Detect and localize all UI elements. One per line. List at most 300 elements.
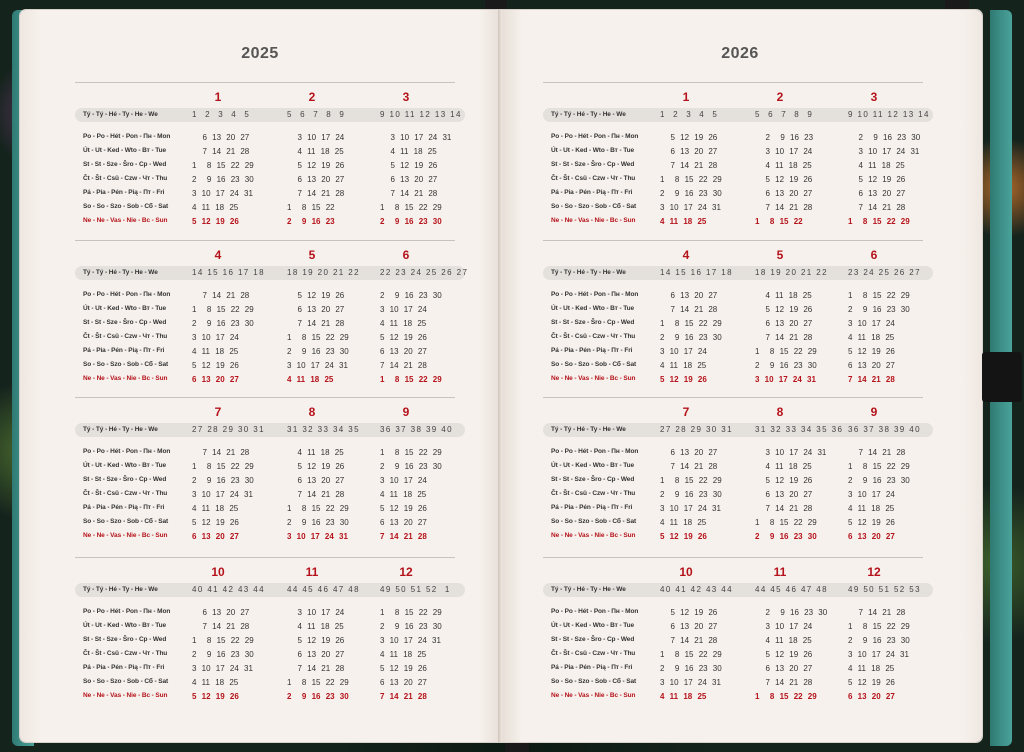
month-day-numbers: 3 10 17 24 31 [380, 636, 441, 645]
month-day-numbers: 2 9 16 23 30 [380, 217, 442, 226]
day-row [543, 663, 933, 676]
month-day-numbers: 3 10 17 24 31 [192, 664, 253, 673]
day-row [543, 374, 933, 387]
month-day-numbers: 6 13 20 27 [380, 175, 438, 184]
month-day-numbers: 7 14 21 28 [755, 504, 813, 513]
week-numbers: 18 19 20 21 22 [755, 268, 828, 277]
day-row [75, 160, 465, 173]
day-row [75, 649, 465, 662]
month-day-numbers: 1 8 15 22 29 [380, 203, 442, 212]
day-row [543, 503, 933, 516]
day-label: Čt - Št - Csü - Czw - Чт - Thu [83, 175, 168, 182]
day-row [543, 188, 933, 201]
quarter-divider [75, 397, 455, 398]
month-day-numbers: 4 11 18 25 [848, 664, 895, 673]
day-label: Pá - Pia - Pén - Pią - Пт - Fri [551, 189, 633, 196]
week-numbers: 31 32 33 34 35 [287, 425, 360, 434]
month-day-numbers: 7 14 21 28 [287, 490, 345, 499]
month-number: 1 [214, 90, 222, 104]
month-day-numbers: 7 14 21 28 [660, 161, 718, 170]
week-number-bar [543, 108, 933, 122]
month-day-numbers: 5 12 19 26 [287, 291, 345, 300]
day-row [75, 531, 465, 544]
month-number: 10 [211, 565, 225, 579]
day-row [75, 517, 465, 530]
day-row [543, 318, 933, 331]
month-day-numbers: 4 11 18 25 [755, 161, 812, 170]
week-numbers: 9 10 11 12 13 14 [380, 110, 462, 119]
month-day-numbers: 4 11 18 25 [192, 347, 239, 356]
day-row [75, 461, 465, 474]
day-row [75, 346, 465, 359]
day-label: So - So - Szo - Sob - Сб - Sat [83, 678, 169, 685]
month-number: 8 [776, 405, 784, 419]
day-label: St - St - Sze - Šro - Ср - Wed [83, 161, 167, 168]
month-day-numbers: 6 13 20 27 [755, 319, 813, 328]
day-label: Ne - Ne - Vas - Nie - Вс - Sun [83, 375, 168, 382]
day-label: Pá - Pia - Pén - Pią - Пт - Fri [83, 504, 165, 511]
day-row [75, 607, 465, 620]
week-numbers: 18 19 20 21 22 [287, 268, 360, 277]
day-label: Pá - Pia - Pén - Pią - Пт - Fri [551, 504, 633, 511]
month-day-numbers: 7 14 21 28 [287, 319, 345, 328]
month-day-numbers: 2 9 16 23 30 [192, 175, 254, 184]
week-number-bar [75, 583, 465, 597]
week-number-bar [543, 423, 933, 437]
day-label: Út - Ut - Ked - Wto - Вт - Tue [83, 147, 167, 154]
month-day-numbers: 7 14 21 28 [192, 147, 250, 156]
week-numbers: 23 24 25 26 27 [848, 268, 921, 277]
week-number-bar [543, 266, 933, 280]
day-label: Pá - Pia - Pén - Pią - Пт - Fri [83, 664, 165, 671]
year-heading: 2025 [241, 45, 279, 62]
month-day-numbers: 2 9 16 23 30 [660, 664, 722, 673]
month-day-numbers: 6 13 20 27 [660, 147, 718, 156]
week-numbers: 49 50 51 52 53 [848, 585, 921, 594]
week-label: Tý - Tý - Hé - Ty - He - We [83, 269, 158, 276]
month-day-numbers: 5 12 19 26 [755, 650, 813, 659]
day-row [543, 332, 933, 345]
day-label: Po - Po - Hét - Pon - Пн - Mon [83, 133, 171, 140]
month-day-numbers: 1 8 15 22 29 [660, 175, 722, 184]
day-row [543, 475, 933, 488]
day-label: So - So - Szo - Sob - Сб - Sat [83, 518, 169, 525]
month-number: 4 [214, 248, 222, 262]
month-day-numbers: 1 8 15 22 29 [287, 678, 349, 687]
month-day-numbers: 6 13 20 27 [660, 448, 718, 457]
month-day-numbers: 2 9 16 23 30 [755, 608, 828, 617]
month-day-numbers: 7 14 21 28 [192, 448, 250, 457]
day-label: Út - Ut - Ked - Wto - Вт - Tue [83, 305, 167, 312]
month-number: 10 [679, 565, 693, 579]
month-number: 11 [773, 565, 787, 579]
month-day-numbers: 6 13 20 27 [287, 175, 345, 184]
month-number: 3 [402, 90, 410, 104]
day-row [75, 677, 465, 690]
month-day-numbers: 5 12 19 26 [660, 375, 707, 384]
month-day-numbers: 4 11 18 25 [660, 217, 707, 226]
month-day-numbers: 4 11 18 25 [380, 490, 427, 499]
month-day-numbers: 5 12 19 26 [755, 476, 813, 485]
day-label: Po - Po - Hét - Pon - Пн - Mon [551, 448, 639, 455]
day-row [75, 318, 465, 331]
day-label: St - St - Sze - Šro - Ср - Wed [83, 319, 167, 326]
month-number: 5 [776, 248, 784, 262]
day-label: So - So - Szo - Sob - Сб - Sat [551, 361, 637, 368]
day-label: St - St - Sze - Šro - Ср - Wed [551, 476, 635, 483]
week-numbers: 40 41 42 43 44 [192, 585, 265, 594]
week-numbers: 36 37 38 39 40 [380, 425, 453, 434]
month-day-numbers: 3 10 17 24 [380, 305, 427, 314]
month-number: 3 [870, 90, 878, 104]
month-day-numbers: 6 13 20 27 [848, 361, 895, 370]
month-day-numbers: 6 13 20 27 [287, 650, 345, 659]
month-day-numbers: 5 12 19 26 [287, 462, 345, 471]
month-day-numbers: 4 11 18 25 [848, 161, 905, 170]
month-day-numbers: 3 10 17 24 [660, 347, 707, 356]
month-day-numbers: 5 12 19 26 [848, 678, 895, 687]
quarter-block [543, 405, 933, 555]
month-number: 7 [214, 405, 222, 419]
day-row [543, 360, 933, 373]
month-day-numbers: 7 14 21 28 [660, 305, 718, 314]
week-label: Tý - Tý - Hé - Ty - He - We [83, 426, 158, 433]
week-number-bar [75, 266, 469, 280]
month-day-numbers: 5 12 19 26 [660, 133, 718, 142]
month-day-numbers: 5 12 19 26 [660, 608, 718, 617]
day-row [75, 174, 465, 187]
month-day-numbers: 6 13 20 27 [192, 608, 250, 617]
month-day-numbers: 4 11 18 25 [380, 650, 427, 659]
month-day-numbers: 1 8 15 22 29 [287, 333, 349, 342]
month-day-numbers: 7 14 21 28 [380, 189, 438, 198]
month-day-numbers: 1 8 15 22 29 [755, 518, 817, 527]
day-label: Po - Po - Hét - Pon - Пн - Mon [551, 133, 639, 140]
month-number: 12 [867, 565, 881, 579]
month-day-numbers: 3 10 17 24 [848, 319, 895, 328]
month-day-numbers: 2 9 16 23 30 [192, 650, 254, 659]
month-day-numbers: 2 9 16 23 30 [192, 476, 254, 485]
month-day-numbers: 6 13 20 27 [380, 347, 427, 356]
month-day-numbers: 3 10 17 24 [380, 476, 427, 485]
day-label: Ne - Ne - Vas - Nie - Вс - Sun [83, 692, 168, 699]
month-day-numbers: 2 9 16 23 30 [660, 189, 722, 198]
month-day-numbers: 3 10 17 24 [848, 490, 895, 499]
month-day-numbers: 7 14 21 28 [380, 532, 427, 541]
month-day-numbers: 4 11 18 25 [287, 375, 334, 384]
quarter-block [75, 405, 465, 555]
day-label: Po - Po - Hét - Pon - Пн - Mon [83, 448, 171, 455]
month-day-numbers: 3 10 17 24 31 [660, 678, 721, 687]
day-label: Pá - Pia - Pén - Pią - Пт - Fri [83, 189, 165, 196]
month-day-numbers: 4 11 18 25 [192, 203, 239, 212]
month-day-numbers: 2 9 16 23 30 [755, 361, 817, 370]
day-label: So - So - Szo - Sob - Сб - Sat [83, 361, 169, 368]
month-number: 8 [308, 405, 316, 419]
month-day-numbers: 1 8 15 22 29 [192, 462, 254, 471]
month-number: 11 [305, 565, 319, 579]
month-day-numbers: 2 9 16 23 30 [660, 490, 722, 499]
month-day-numbers: 3 10 17 24 [192, 333, 239, 342]
week-numbers: 36 37 38 39 40 [848, 425, 921, 434]
week-label: Tý - Tý - Hé - Ty - He - We [83, 586, 158, 593]
day-row [543, 677, 933, 690]
day-label: Út - Ut - Ked - Wto - Вт - Tue [83, 622, 167, 629]
month-day-numbers: 4 11 18 25 [380, 319, 427, 328]
month-number: 6 [870, 248, 878, 262]
month-day-numbers: 4 11 18 25 [192, 504, 239, 513]
month-day-numbers: 2 9 16 23 30 [380, 291, 442, 300]
month-number: 9 [870, 405, 878, 419]
month-day-numbers: 3 10 17 24 31 [755, 375, 816, 384]
month-day-numbers: 2 9 16 23 30 [848, 636, 910, 645]
week-numbers: 49 50 51 52 1 [380, 585, 451, 594]
month-day-numbers: 7 14 21 28 [848, 375, 895, 384]
week-numbers: 5 6 7 8 9 [755, 110, 814, 119]
day-label: Čt - Št - Csü - Czw - Чт - Thu [83, 650, 168, 657]
day-label: So - So - Szo - Sob - Сб - Sat [551, 518, 637, 525]
day-row [543, 517, 933, 530]
week-numbers: 27 28 29 30 31 [660, 425, 733, 434]
month-day-numbers: 1 8 15 22 29 [848, 291, 910, 300]
week-numbers: 40 41 42 43 44 [660, 585, 733, 594]
month-day-numbers: 1 8 15 22 29 [848, 622, 910, 631]
week-label: Tý - Tý - Hé - Ty - He - We [551, 426, 626, 433]
month-day-numbers: 6 13 20 27 [192, 375, 239, 384]
month-day-numbers: 6 13 20 27 [287, 305, 345, 314]
month-day-numbers: 7 14 21 28 [755, 333, 813, 342]
day-row [543, 635, 933, 648]
week-numbers: 5 6 7 8 9 [287, 110, 346, 119]
month-day-numbers: 5 12 19 26 [848, 518, 895, 527]
month-day-numbers: 1 8 15 22 29 [287, 504, 349, 513]
day-row [75, 489, 465, 502]
month-day-numbers: 6 13 20 27 [192, 532, 239, 541]
quarter-divider [75, 240, 455, 241]
day-label: Čt - Št - Csü - Czw - Чт - Thu [551, 333, 636, 340]
day-row [543, 607, 933, 620]
day-label: Ne - Ne - Vas - Nie - Вс - Sun [551, 692, 636, 699]
day-label: St - St - Sze - Šro - Ср - Wed [551, 319, 635, 326]
day-label: Pá - Pia - Pén - Pią - Пт - Fri [551, 347, 633, 354]
month-number: 1 [682, 90, 690, 104]
day-row [543, 531, 933, 544]
month-day-numbers: 4 11 18 25 [755, 462, 812, 471]
month-day-numbers: 7 14 21 28 [848, 203, 906, 212]
quarter-block [75, 90, 465, 240]
month-day-numbers: 3 10 17 24 [287, 133, 345, 142]
quarter-block [543, 248, 933, 398]
month-day-numbers: 6 13 20 27 [848, 692, 895, 701]
month-day-numbers: 2 9 16 23 30 [192, 319, 254, 328]
day-row [543, 290, 933, 303]
week-numbers: 44 45 46 47 48 [287, 585, 360, 594]
day-row [75, 503, 465, 516]
month-day-numbers: 3 10 17 24 31 [192, 490, 253, 499]
month-day-numbers: 7 14 21 28 [380, 361, 427, 370]
month-day-numbers: 1 8 15 22 29 [755, 692, 817, 701]
day-label: Čt - Št - Csü - Czw - Чт - Thu [551, 650, 636, 657]
day-label: So - So - Szo - Sob - Сб - Sat [551, 678, 637, 685]
month-day-numbers: 1 8 15 22 29 [380, 375, 442, 384]
month-day-numbers: 7 14 21 28 [848, 448, 906, 457]
month-day-numbers: 7 14 21 28 [755, 203, 813, 212]
day-row [543, 216, 933, 229]
month-day-numbers: 1 8 15 22 29 [192, 161, 254, 170]
week-numbers: 44 45 46 47 48 [755, 585, 828, 594]
month-day-numbers: 3 10 17 24 31 [848, 147, 920, 156]
day-row [75, 188, 465, 201]
month-day-numbers: 2 9 16 23 30 [848, 476, 910, 485]
month-day-numbers: 7 14 21 28 [660, 462, 718, 471]
month-day-numbers: 3 10 17 24 [755, 147, 813, 156]
month-day-numbers: 5 12 19 26 [192, 692, 239, 701]
day-row [543, 346, 933, 359]
month-day-numbers: 3 10 17 24 [287, 608, 345, 617]
day-row [543, 691, 933, 704]
month-number: 4 [682, 248, 690, 262]
month-day-numbers: 5 12 19 26 [660, 532, 707, 541]
quarter-block [543, 90, 933, 240]
week-numbers: 1 2 3 4 5 [660, 110, 719, 119]
month-day-numbers: 2 9 16 23 [755, 133, 814, 142]
day-row [543, 146, 933, 159]
day-label: Út - Ut - Ked - Wto - Вт - Tue [551, 622, 635, 629]
quarter-block [75, 248, 469, 398]
day-row [543, 649, 933, 662]
day-label: St - St - Sze - Šro - Ср - Wed [83, 636, 167, 643]
month-day-numbers: 4 11 18 25 [755, 291, 812, 300]
month-day-numbers: 5 12 19 26 [848, 175, 906, 184]
month-day-numbers: 1 8 15 22 29 [192, 305, 254, 314]
day-row [75, 304, 465, 317]
month-day-numbers: 3 10 17 24 31 [287, 532, 348, 541]
month-number: 5 [308, 248, 316, 262]
day-row [75, 374, 465, 387]
month-day-numbers: 4 11 18 25 [660, 518, 707, 527]
day-label: Ne - Ne - Vas - Nie - Вс - Sun [83, 532, 168, 539]
month-day-numbers: 1 8 15 22 29 [660, 650, 722, 659]
month-day-numbers: 2 9 16 23 30 [380, 622, 442, 631]
day-label: So - So - Szo - Sob - Сб - Sat [83, 203, 169, 210]
month-day-numbers: 4 11 18 25 [755, 636, 812, 645]
week-number-bar [543, 583, 933, 597]
day-row [543, 621, 933, 634]
day-label: Čt - Št - Csü - Czw - Чт - Thu [551, 175, 636, 182]
day-row [75, 216, 465, 229]
day-row [543, 489, 933, 502]
month-day-numbers: 7 14 21 28 [660, 636, 718, 645]
month-day-numbers: 3 10 17 24 31 [755, 448, 827, 457]
day-label: Út - Ut - Ked - Wto - Вт - Tue [551, 462, 635, 469]
quarter-divider [75, 82, 455, 83]
week-label: Tý - Tý - Hé - Ty - He - We [551, 111, 626, 118]
bookmark-ribbon [945, 0, 969, 10]
month-day-numbers: 2 9 16 23 [287, 217, 335, 226]
month-day-numbers: 2 9 16 23 30 [660, 333, 722, 342]
month-day-numbers: 6 13 20 27 [192, 133, 250, 142]
month-day-numbers: 7 14 21 28 [287, 664, 345, 673]
month-day-numbers: 4 11 18 25 [380, 147, 437, 156]
month-day-numbers: 3 10 17 24 31 [192, 189, 253, 198]
day-label: Čt - Št - Csü - Czw - Чт - Thu [551, 490, 636, 497]
month-day-numbers: 2 9 16 23 30 [848, 305, 910, 314]
day-row [75, 635, 465, 648]
month-day-numbers: 6 13 20 27 [287, 476, 345, 485]
day-label: St - St - Sze - Šro - Ср - Wed [551, 636, 635, 643]
week-number-bar [75, 423, 465, 437]
month-day-numbers: 3 10 17 24 31 [380, 133, 452, 142]
month-day-numbers: 6 13 20 27 [380, 678, 427, 687]
day-label: Pá - Pia - Pén - Pią - Пт - Fri [83, 347, 165, 354]
day-row [75, 202, 465, 215]
month-day-numbers: 6 13 20 27 [755, 490, 813, 499]
day-row [75, 621, 465, 634]
month-day-numbers: 2 9 16 23 30 [380, 462, 442, 471]
day-row [75, 360, 465, 373]
month-day-numbers: 1 8 15 22 29 [192, 636, 254, 645]
month-day-numbers: 4 11 18 25 [660, 361, 707, 370]
day-label: St - St - Sze - Šro - Ср - Wed [83, 476, 167, 483]
month-day-numbers: 3 10 17 24 31 [848, 650, 909, 659]
day-row [75, 290, 465, 303]
day-label: Ne - Ne - Vas - Nie - Вс - Sun [551, 532, 636, 539]
month-day-numbers: 5 12 19 26 [380, 161, 438, 170]
month-day-numbers: 6 13 20 27 [755, 664, 813, 673]
month-day-numbers: 3 10 17 24 [755, 622, 813, 631]
day-row [543, 447, 933, 460]
month-day-numbers: 5 12 19 26 [192, 518, 239, 527]
week-numbers: 31 32 33 34 35 36 [755, 425, 844, 434]
month-day-numbers: 7 14 21 28 [755, 678, 813, 687]
day-row [75, 475, 465, 488]
day-label: Ne - Ne - Vas - Nie - Вс - Sun [551, 217, 636, 224]
day-label: Po - Po - Hét - Pon - Пн - Mon [551, 291, 639, 298]
week-numbers: 9 10 11 12 13 14 [848, 110, 930, 119]
day-label: Út - Ut - Ked - Wto - Вт - Tue [551, 305, 635, 312]
month-day-numbers: 7 14 21 28 [380, 692, 427, 701]
book-spine [498, 10, 502, 742]
month-day-numbers: 4 11 18 25 [848, 504, 895, 513]
day-row [75, 146, 465, 159]
month-day-numbers: 5 12 19 26 [192, 217, 239, 226]
month-day-numbers: 3 10 17 24 31 [660, 203, 721, 212]
elastic-band[interactable] [982, 352, 1022, 402]
quarter-block [75, 565, 465, 715]
year-heading: 2026 [721, 45, 759, 62]
month-day-numbers: 6 13 20 27 [848, 189, 906, 198]
week-label: Tý - Tý - Hé - Ty - He - We [551, 586, 626, 593]
month-day-numbers: 1 8 15 22 29 [660, 319, 722, 328]
month-day-numbers: 4 11 18 25 [287, 147, 344, 156]
month-number: 2 [776, 90, 784, 104]
week-number-bar [75, 108, 465, 122]
month-day-numbers: 2 9 16 23 30 [287, 518, 349, 527]
quarter-divider [543, 82, 923, 83]
month-day-numbers: 5 12 19 26 [380, 504, 427, 513]
month-day-numbers: 6 13 20 27 [380, 518, 427, 527]
day-row [543, 160, 933, 173]
day-label: St - St - Sze - Šro - Ср - Wed [551, 161, 635, 168]
day-row [543, 174, 933, 187]
month-day-numbers: 5 12 19 26 [380, 664, 427, 673]
day-label: Ne - Ne - Vas - Nie - Вс - Sun [83, 217, 168, 224]
quarter-divider [543, 557, 923, 558]
week-numbers: 27 28 29 30 31 [192, 425, 265, 434]
month-day-numbers: 7 14 21 28 [287, 189, 345, 198]
month-day-numbers: 1 8 15 22 [287, 203, 335, 212]
day-label: Po - Po - Hét - Pon - Пн - Mon [83, 291, 171, 298]
